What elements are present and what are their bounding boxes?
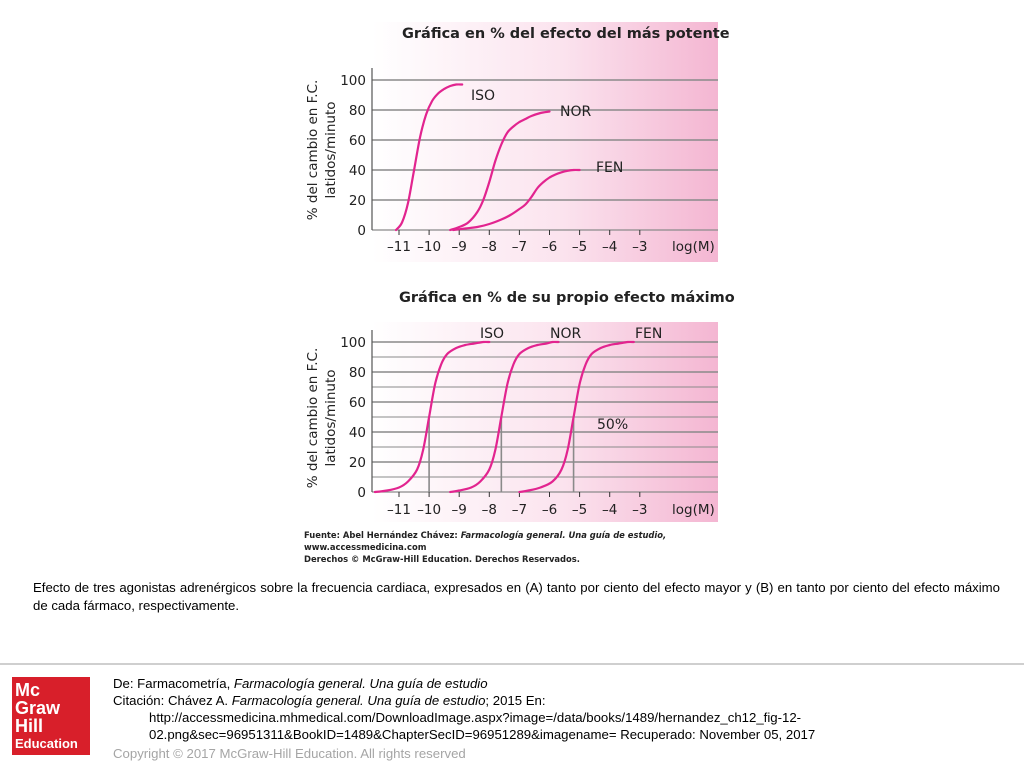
- panel-a-ylabel-line1: % del cambio en F.C.: [305, 79, 321, 221]
- panel-a-y-tick-80: 80: [348, 103, 366, 119]
- panel-b: [305, 290, 735, 522]
- panel-b-label-nor: NOR: [550, 326, 582, 342]
- citation-cite-rest: ; 2015 En:: [485, 693, 546, 708]
- panel-a-x-tick-4: –7: [511, 239, 528, 255]
- citation-from-label: De: Farmacometría,: [113, 676, 234, 691]
- panel-b-y-ticks: [340, 335, 366, 501]
- citation-cite-label: Citación: Chávez A.: [113, 693, 232, 708]
- source-url: www.accessmedicina.com: [304, 542, 427, 552]
- logo-line-mc: Mc: [15, 680, 41, 700]
- panel-b-x-tick-7: –4: [602, 502, 618, 518]
- panel-a-title: Gráfica en % del efecto del más potente: [402, 26, 730, 42]
- panel-b-x-tick-8: –3: [632, 502, 648, 518]
- panel-a-y-tick-20: 20: [348, 193, 366, 209]
- citation-cite-title: Farmacología general. Una guía de estudio: [231, 693, 486, 708]
- panel-a-x-tick-5: –6: [541, 239, 558, 255]
- panel-b-xlabel: log(M): [672, 502, 715, 518]
- panel-a-y-ticks: [340, 73, 366, 239]
- source-rights: Derechos © McGraw-Hill Education. Derechos Reservados.: [304, 554, 580, 564]
- panel-a-y-tick-0: 0: [357, 223, 366, 239]
- panel-a-y-tick-40: 40: [348, 163, 366, 179]
- citation-block: [113, 675, 1013, 743]
- logo-line-education: Education: [15, 736, 78, 751]
- logo-line-graw: Graw: [15, 698, 61, 718]
- panel-b-y-tick-100: 100: [340, 335, 366, 351]
- panel-b-y-tick-20: 20: [348, 455, 366, 471]
- panel-a-xlabel: log(M): [672, 239, 715, 255]
- source-title: Farmacología general. Una guía de estudio,: [460, 530, 667, 540]
- figure-caption: Efecto de tres agonistas adrenérgicos sobre la frecuencia cardiaca, expresados en (A) tanto por ciento del efecto mayor y (B) en tanto por ciento del efecto máximo de cada fármaco, respectivamente.: [33, 580, 1000, 613]
- panel-a-x-tick-6: –5: [571, 239, 588, 255]
- citation-from: [113, 675, 1013, 692]
- panel-a-y-tick-60: 60: [348, 133, 366, 149]
- panel-a-x-tick-3: –8: [481, 239, 497, 255]
- copyright-notice: Copyright © 2017 McGraw-Hill Education. All rights reserved: [113, 746, 466, 761]
- panel-b-y-tick-80: 80: [348, 365, 366, 381]
- panel-b-x-tick-4: –7: [511, 502, 528, 518]
- panel-b-x-tick-3: –8: [481, 502, 497, 518]
- panel-b-label-fen: FEN: [635, 326, 663, 342]
- citation-cite: [113, 692, 1013, 709]
- panel-a-ylabel-line2: latidos/minuto: [323, 101, 339, 199]
- panel-b-x-tick-0: –11: [387, 502, 411, 518]
- panel-b-ylabel: [305, 348, 339, 489]
- panel-a-label-iso: ISO: [471, 88, 496, 104]
- panel-b-x-tick-1: –10: [417, 502, 442, 518]
- panel-a-background: [372, 22, 718, 262]
- panel-b-x-tick-6: –5: [571, 502, 588, 518]
- panel-b-ylabel-line1: % del cambio en F.C.: [305, 347, 321, 489]
- panel-b-title: Gráfica en % de su propio efecto máximo: [399, 290, 735, 306]
- panel-b-ylabel-line2: latidos/minuto: [323, 369, 339, 467]
- panel-a-label-nor: NOR: [560, 104, 592, 120]
- panel-a-label-fen: FEN: [596, 160, 624, 176]
- panel-b-ec50-label: 50%: [597, 417, 629, 433]
- citation-url-line2: 02.png&sec=96951311&BookID=1489&ChapterSecID=96951289&imagename= Recuperado: November 05, 2017: [149, 727, 816, 742]
- citation-url-line1[interactable]: http://accessmedicina.mhmedical.com/DownloadImage.aspx?image=/data/books/1489/hernandez_ch12_fig-12-: [149, 710, 802, 725]
- panel-b-y-tick-60: 60: [348, 395, 366, 411]
- source-block: [304, 530, 666, 564]
- panel-a-y-tick-100: 100: [340, 73, 366, 89]
- panel-b-y-tick-40: 40: [348, 425, 366, 441]
- citation-from-title: Farmacología general. Una guía de estudio: [233, 676, 488, 691]
- mcgraw-hill-logo: [12, 677, 90, 755]
- panel-a: [305, 22, 730, 262]
- logo-line-hill: Hill: [15, 716, 44, 736]
- divider: [0, 663, 1024, 665]
- panel-a-x-tick-2: –9: [451, 239, 467, 255]
- panel-a-x-tick-7: –4: [602, 239, 618, 255]
- panel-a-x-tick-8: –3: [632, 239, 648, 255]
- source-line1: [304, 530, 666, 540]
- panel-b-y-tick-0: 0: [357, 485, 366, 501]
- panel-b-x-tick-2: –9: [451, 502, 467, 518]
- panel-a-ylabel: [305, 80, 339, 221]
- panel-b-label-iso: ISO: [480, 326, 505, 342]
- panel-a-x-tick-1: –10: [417, 239, 442, 255]
- panel-b-x-tick-5: –6: [541, 502, 558, 518]
- source-label: Fuente: Abel Hernández Chávez:: [304, 530, 461, 540]
- panel-a-x-tick-0: –11: [387, 239, 411, 255]
